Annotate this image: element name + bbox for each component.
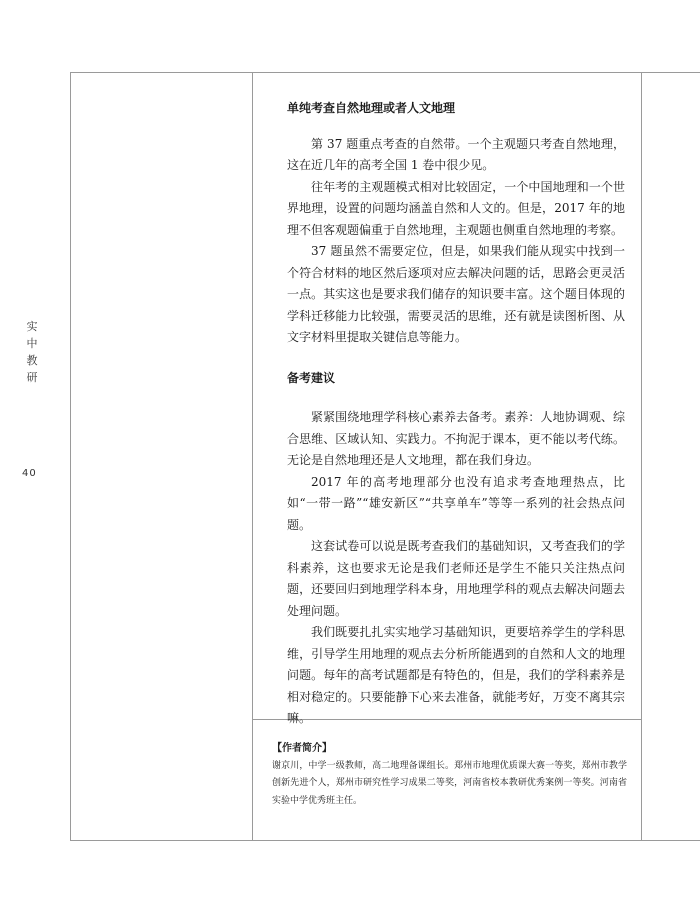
side-label-char: 教 (26, 354, 38, 367)
article-body (287, 98, 625, 730)
author-bio: 谢京川，中学一级教师，高二地理备课组长。郑州市地理优质课大赛一等奖，郑州市教学创新先进个人，郑州市研究性学习成果二等奖，河南省校本教研优秀案例一等奖。河南省实验中学优秀班主任。 (272, 760, 627, 806)
side-label (24, 318, 40, 386)
paragraph: 37 题虽然不需要定位，但是，如果我们能从现实中找到一个符合材料的地区然后逐项对应去解决问题的话，思路会更灵活一点。其实这也是要求我们储存的知识要丰富。这个题目体现的学科迁移能力比较强，需要灵活的思维，还有就是读图析图、从文字材料里提取关键信息等能力。 (287, 244, 625, 344)
section-heading: 单纯考查自然地理或者人文地理 (287, 101, 456, 115)
frame-left-line (70, 72, 71, 841)
page-number: 40 (22, 468, 37, 479)
paragraph: 我们既要扎扎实实地学习基础知识，更要培养学生的学科思维，引导学生用地理的观点去分析所能遇到的自然和人文的地理问题。每年的高考试题都是有特色的，但是，我们的学科素养是相对稳定的。只要能静下心来去准备，就能考好，万变不离其宗嘛。 (287, 625, 625, 725)
paragraph: 这套试卷可以说是既考查我们的基础知识，又考查我们的学科素养，这也要求无论是我们老师还是学生不能只关注热点问题，还要回归到地理学科本身，用地理学科的观点去解决问题去处理问题。 (287, 539, 625, 618)
frame-bottom-line (70, 840, 700, 841)
paragraph: 第 37 题重点考查的自然带。一个主观题只考查自然地理，这在近几年的高考全国 1 卷中很少见。 (287, 136, 625, 172)
frame-top-line (70, 72, 700, 73)
author-title: 【作者简介】 (272, 743, 332, 754)
content-left-line (252, 72, 253, 841)
content-right-line (641, 72, 642, 841)
paragraph: 紧紧围绕地理学科核心素养去备考。素养：人地协调观、综合思维、区域认知、实践力。不拘泥于课本，更不能以考代练。无论是自然地理还是人文地理，都在我们身边。 (287, 410, 625, 467)
side-label-char: 中 (26, 337, 38, 350)
paragraph: 往年考的主观题模式相对比较固定，一个中国地理和一个世界地理，设置的问题均涵盖自然和人文的。但是，2017 年的地理不但客观题偏重于自然地理，主观题也侧重自然地理的考察。 (287, 179, 625, 237)
side-label-char: 实 (26, 320, 38, 333)
paragraph: 2017 年的高考地理部分也没有追求考查地理热点，比如“一带一路”“雄安新区”“共享单车”等等一系列的社会热点问题。 (287, 474, 625, 532)
side-label-char: 研 (26, 371, 38, 384)
section-heading: 备考建议 (287, 370, 336, 385)
author-box (272, 740, 627, 810)
